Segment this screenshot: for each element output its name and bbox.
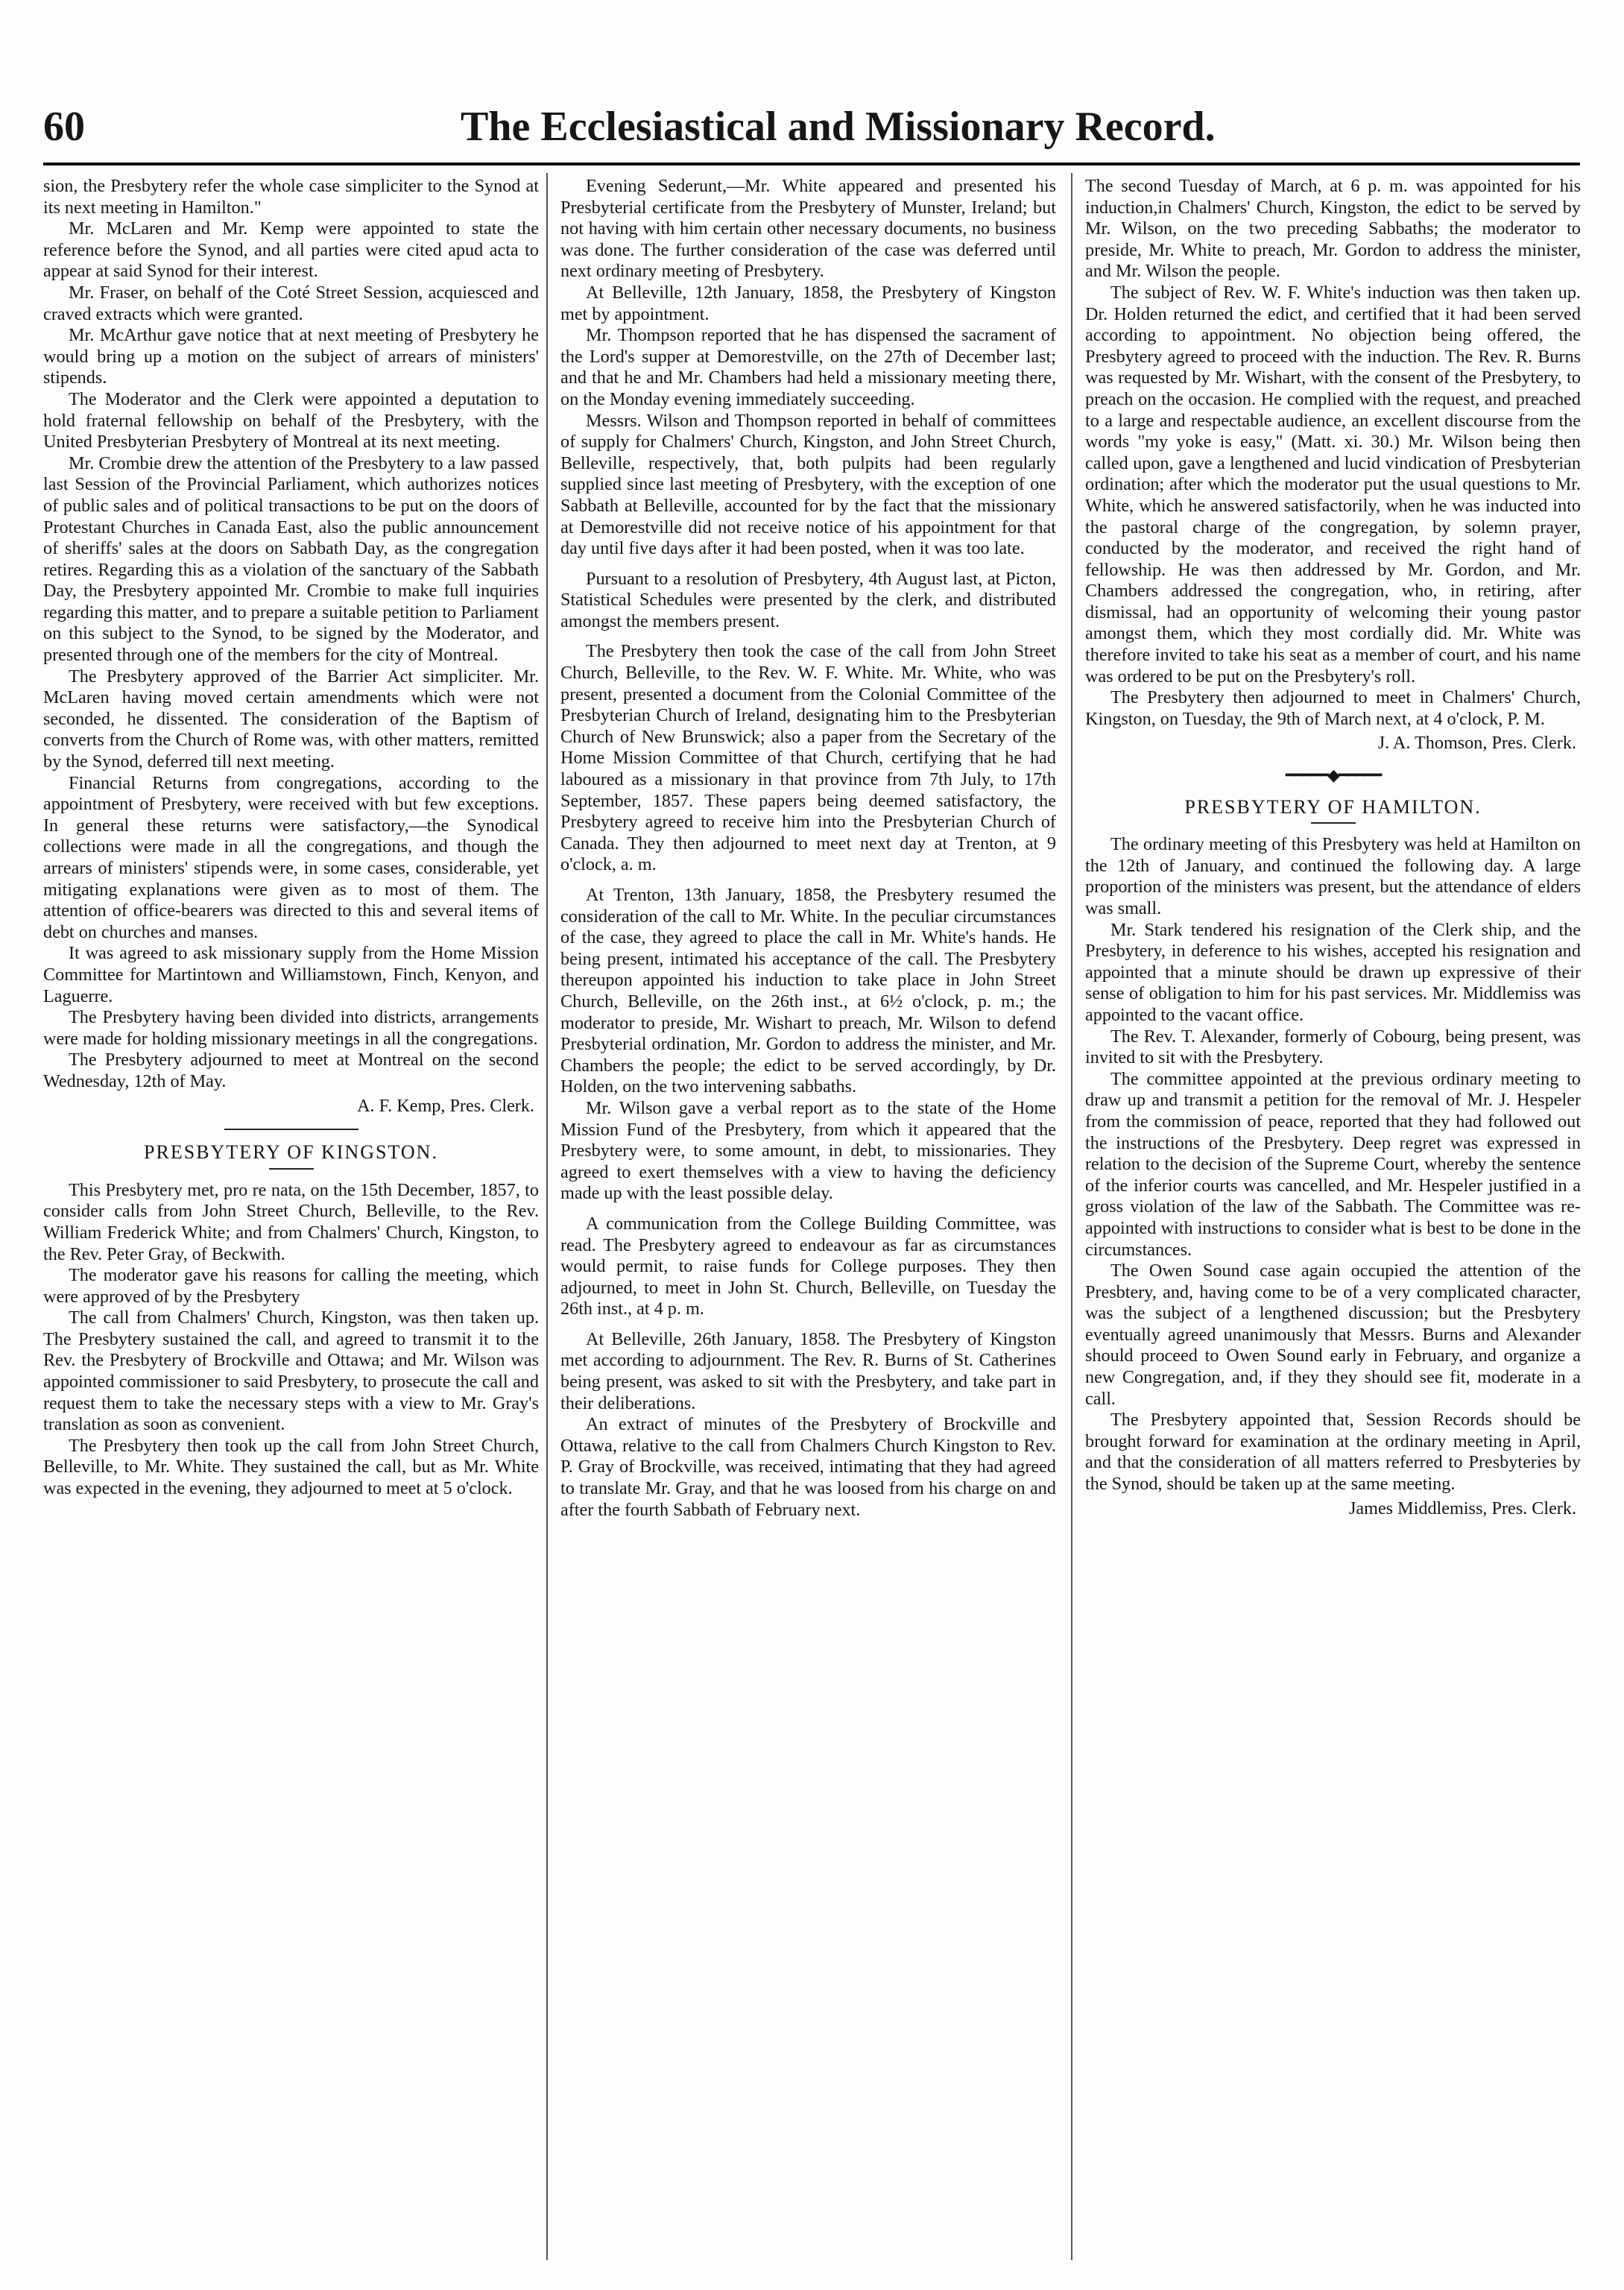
column-3 bbox=[1085, 176, 1581, 1519]
paragraph: At Belleville, 12th January, 1858, the Presbytery of Kingston met by appointment. bbox=[560, 282, 1056, 324]
paragraph: The Moderator and the Clerk were appointed a deputation to hold fraternal fellowship on behalf of the Presbytery, with the United Presbyterian Presbytery of Montreal at its next meeting. bbox=[43, 388, 539, 452]
heading-rule bbox=[269, 1168, 314, 1170]
paragraph: Mr. McLaren and Mr. Kemp were appointed to state the reference before the Synod, and all parties were cited apud acta to appear at said Synod for their interest. bbox=[43, 218, 539, 282]
paragraph: Mr. Wilson gave a verbal report as to the state of the Home Mission Fund of the Presbytery, from which it appeared that the Presbytery were, to some amount, in debt, to missionaries. They agreed to exert themselves with a view to having the deficiency made up with the least possible delay. bbox=[560, 1097, 1056, 1204]
paragraph: A communication from the College Building Committee, was read. The Presbytery agreed to endeavour as far as circumstances would permit, to raise funds for College purposes. They then adjourned, to meet in John St. Church, Belleville, on Tuesday the 26th inst., at 4 p. m. bbox=[560, 1213, 1056, 1319]
paragraph: At Trenton, 13th January, 1858, the Presbytery resumed the consideration of the call to Mr. White. In the peculiar circumstances of the case, they agreed to place the call in Mr. White's hands. He being present, intimated his acceptance of the call. The Presbytery thereupon appointed his induction to take place in John Street Church, Belleville, on the 26th inst., at 6½ o'clock, p. m.; the moderator to preside, Mr. Wishart to preach, Mr. Wilson to defend Presbyterial ordination, Mr. Gordon to address the minister, and Mr. Chambers the people; the edict to be served accordingly, by Dr. Holden, on the two intervening sabbaths. bbox=[560, 885, 1056, 1097]
ornament-rule: ━━━━━◆━━━━━ bbox=[1285, 766, 1381, 785]
paragraph: The Presbytery having been divided into districts, arrangements were made for holding missionary meetings in all the congregations. bbox=[43, 1007, 539, 1049]
paragraph: The Presbytery adjourned to meet at Montreal on the second Wednesday, 12th of May. bbox=[43, 1050, 539, 1091]
paragraph: Pursuant to a resolution of Presbytery, 4th August last, at Picton, Statistical Schedules were presented by the clerk, and distributed amongst the members present. bbox=[560, 568, 1056, 631]
paragraph: sion, the Presbytery refer the whole case simpliciter to the Synod at its next meeting in Hamilton." bbox=[43, 176, 539, 218]
paragraph: It was agreed to ask missionary supply from the Home Mission Committee for Martintown and Williamstown, Finch, Kenyon, and Laguerre. bbox=[43, 943, 539, 1006]
paragraph: This Presbytery met, pro re nata, on the 15th December, 1857, to consider calls from John Street Church, Belleville, to the Rev. William Frederick White; and from Chalmers' Church, Kingston, to the Rev. Peter Gray, of Beckwith. bbox=[43, 1179, 539, 1264]
heading-rule bbox=[1311, 822, 1356, 824]
clerk-signature: A. F. Kemp, Pres. Clerk. bbox=[357, 1095, 534, 1116]
paragraph: The Presbytery then took the case of the call from John Street Church, Belleville, to the Rev. W. F. White. Mr. White, who was present, presented a document from the Colonial Committee of the Presbyterian Church of Ireland, designating him to the Presbyterian Church of New Brunswick; also a paper from the Secretary of the Home Mission Committee of that Church, certifying that he had laboured as a missionary in that province from 7th July, to 17th September, 1857. These papers being deemed satisfactory, the Presbytery agreed to receive him into the Presbyterian Church of Canada. They then adjourned to meet next day at Trenton, at 9 o'clock, a. m. bbox=[560, 641, 1056, 875]
paragraph: The call from Chalmers' Church, Kingston, was then taken up. The Presbytery sustained the call, and agreed to transmit it to the Rev. the Presbytery of Brockville and Ottawa; and Mr. Wilson was appointed commissioner to said Presbytery, to prosecute the call and request them to take the necessary steps with a view to Mr. Gray's translation as soon as convenient. bbox=[43, 1308, 539, 1435]
paragraph: The Presbytery then took up the call from John Street Church, Belleville, to Mr. White. They sustained the call, but as Mr. White was expected in the evening, they adjourned to meet at 5 o'clock. bbox=[43, 1435, 539, 1499]
section-heading-hamilton: PRESBYTERY OF HAMILTON. bbox=[1184, 795, 1482, 818]
paragraph: The committee appointed at the previous ordinary meeting to draw up and transmit a petition for the removal of Mr. J. Hespeler from the commission of peace, reported that they had followed out the instructions of the Presbytery. Deep regret was expressed in relation to the decision of the Supreme Court, whereby the sentence of the inferior courts was cancelled, and Mr. Hespeler justified in a gross violation of the law of the Sabbath. The Committee was re-appointed with instructions to consider what is best to be done in the circumstances. bbox=[1085, 1068, 1581, 1260]
clerk-signature: J. A. Thomson, Pres. Clerk. bbox=[1377, 733, 1576, 754]
paragraph: The Presbytery then adjourned to meet in Chalmers' Church, Kingston, on Tuesday, the 9th of March next, at 4 o'clock, P. M. bbox=[1085, 687, 1581, 729]
paragraph: The ordinary meeting of this Presbytery was held at Hamilton on the 12th of January, and continued the following day. A large proportion of the ministers was present, but the attendance of elders was small. bbox=[1085, 834, 1581, 918]
paragraph: Mr. Crombie drew the attention of the Presbytery to a law passed last Session of the Provincial Parliament, which authorizes notices of public sales and of political transactions to be put on the doors of Protestant Churches in Canada East, also the public announcement of sheriffs' sales at the doors on Sabbath Day, as the congregation retires. Regarding this as a violation of the sanctuary of the Sabbath Day, the Presbytery appointed Mr. Crombie to make full inquiries regarding this matter, and to prepare a suitable petition to Parliament on this subject to the Synod, to be signed by the Moderator, and presented through one of the members for the city of Montreal. bbox=[43, 452, 539, 666]
paragraph: Mr. Stark tendered his resignation of the Clerk ship, and the Presbytery, in deference to his wishes, accepted his resignation and appointed that a minute should be drawn up expressive of their sense of obligation to him for his past services. Mr. Middlemiss was appointed to the vacant office. bbox=[1085, 919, 1581, 1025]
column-2 bbox=[560, 176, 1056, 1521]
paragraph: An extract of minutes of the Presbytery of Brockville and Ottawa, relative to the call from Chalmers Church Kingston to Rev. P. Gray of Brockville, was received, intimating that they had agreed to translate Mr. Gray, and that he was loosed from his charge on and after the fourth Sabbath of February next. bbox=[560, 1414, 1056, 1520]
section-rule bbox=[224, 1129, 358, 1130]
paragraph: The Rev. T. Alexander, formerly of Cobourg, being present, was invited to sit with the Presbytery. bbox=[1085, 1026, 1581, 1068]
header-rule bbox=[43, 163, 1580, 165]
paragraph: The Owen Sound case again occupied the attention of the Presbtery, and, having come to be of a very complicated character, was the subject of a lengthened discussion; but the Presbytery eventually agreed unanimously that Messrs. Burns and Alexander should proceed to Owen Sound early in February, and organize a new Congregation, and, if they they should see fit, moderate in a call. bbox=[1085, 1261, 1581, 1409]
column-divider bbox=[1071, 173, 1072, 2260]
running-title: The Ecclesiastical and Missionary Record. bbox=[461, 104, 1216, 150]
clerk-signature: James Middlemiss, Pres. Clerk. bbox=[1348, 1498, 1576, 1518]
page-number: 60 bbox=[43, 104, 85, 150]
paragraph: The second Tuesday of March, at 6 p. m. was appointed for his induction,in Chalmers' Church, Kingston, the edict to be served by Mr. Wilson, on the two preceding Sabbaths; the moderator to preside, Mr. White to preach, Mr. Gordon to address the minister, and Mr. Wilson the people. bbox=[1085, 176, 1581, 282]
paragraph: The moderator gave his reasons for calling the meeting, which were approved of by the Presbytery bbox=[43, 1265, 539, 1307]
paragraph: Financial Returns from congregations, according to the appointment of Presbytery, were received with but few exceptions. In general these returns were satisfactory,—the Synodical collections were made in all the congregations, and though the arrears of ministers' stipends were, in some cases, considerable, yet mitigating explanations were given as to most of them. The attention of office-bearers was directed to this and several items of debt on churches and manses. bbox=[43, 772, 539, 942]
page-header bbox=[43, 103, 1579, 155]
paragraph: The Presbytery approved of the Barrier Act simpliciter. Mr. McLaren having moved certain amendments which were not seconded, he dissented. The consideration of the Baptism of converts from the Church of Rome was, with other matters, remitted by the Synod, deferred till next meeting. bbox=[43, 666, 539, 772]
paragraph: Mr. McArthur gave notice that at next meeting of Presbytery he would bring up a motion on the subject of arrears of ministers' stipends. bbox=[43, 325, 539, 388]
column-1 bbox=[43, 176, 539, 1500]
paragraph: At Belleville, 26th January, 1858. The Presbytery of Kingston met according to adjournment. The Rev. R. Burns of St. Catherines being present, was asked to sit with the Presbytery, and take part in their deliberations. bbox=[560, 1328, 1056, 1413]
paragraph: Messrs. Wilson and Thompson reported in behalf of committees of supply for Chalmers' Church, Kingston, and John Street Church, Belleville, respectively, that, both pulpits had been regularly supplied since last meeting of Presbytery, with the exception of one Sabbath at Belleville, accounted for by the fact that the missionary at Demorestville did not receive notice of his appointment for that day until five days after it had been posted, when it was too late. bbox=[560, 410, 1056, 559]
paragraph: Mr. Fraser, on behalf of the Coté Street Session, acquiesced and craved extracts which were granted. bbox=[43, 282, 539, 324]
paragraph: The Presbytery appointed that, Session Records should be brought forward for examination at the ordinary meeting in April, and that the consideration of all matters referred to Presbyteries by the Synod, should be taken up at the same meeting. bbox=[1085, 1410, 1581, 1495]
column-divider bbox=[546, 173, 548, 2260]
paragraph: The subject of Rev. W. F. White's induction was then taken up. Dr. Holden returned the edict, and certified that it had been served according to appointment. No objection being offered, the Presbytery agreed to proceed with the induction. The Rev. R. Burns was requested by Mr. Wishart, with the consent of the Presbytery, to preach on the occasion. He complied with the request, and preached to a large and respectable audience, an excellent discourse from the words "my yoke is easy," (Matt. xi. 30.) Mr. Wilson being then called upon, gave a lengthened and lucid vindication of Presbyterian ordination; after which the moderator put the usual questions to Mr. White, which he answered satisfactorily, when he was inducted into the pastoral charge of the congregation, by solemn prayer, conducted by the moderator, and received the right hand of fellowship. He was then addressed by Mr. Gordon, and Mr. Chambers addressed the congregation, who, in retiring, after dismissal, had an opportunity of welcoming their young pastor amongst them, which they most cordially did. Mr. White was therefore invited to take his seat as a member of court, and his name was ordered to be put on the Presbytery's roll. bbox=[1085, 282, 1581, 687]
paragraph: Evening Sederunt,—Mr. White appeared and presented his Presbyterial certificate from the Presbytery of Munster, Ireland; but not having with him certain other necessary documents, no business was done. The further consideration of the case was deferred until next ordinary meeting of Presbytery. bbox=[560, 176, 1056, 282]
paragraph: Mr. Thompson reported that he has dispensed the sacrament of the Lord's supper at Demorestville, on the 27th of December last; and that he and Mr. Chambers had held a missionary meeting there, on the Monday evening immediately succeeding. bbox=[560, 325, 1056, 409]
section-heading-kingston: PRESBYTERY OF KINGSTON. bbox=[144, 1141, 438, 1164]
